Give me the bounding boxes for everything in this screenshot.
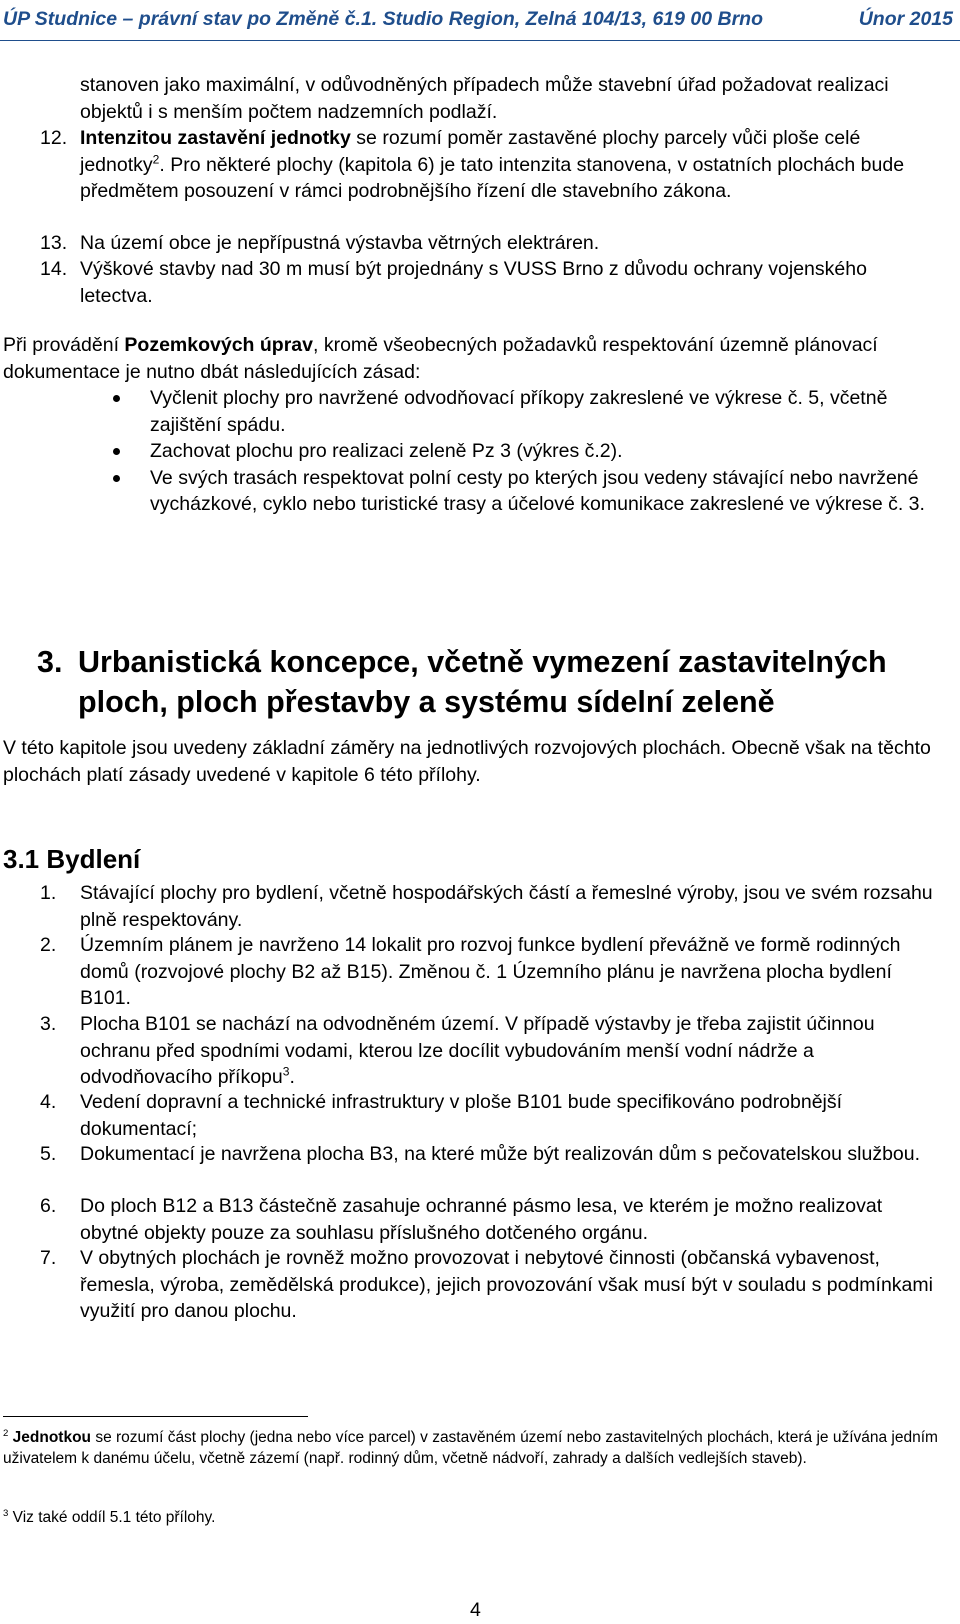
bullet-icon <box>113 475 120 482</box>
bullet-icon <box>113 448 120 455</box>
list-item-12: 12. Intenzitou zastavění jednotky se rozumí poměr zastavěné plochy parcely vůči ploše celé jednotky$^2$. Pro některé plochy (kapitola 6) je tato intenzita stanovena, v ostatních plochách bude předmětem posouzení v rámci podrobnějšího řízení dle stavebního zákona. <box>40 127 905 202</box>
list-number: 2. <box>40 934 57 956</box>
footnote-mark: 2 <box>3 1427 9 1439</box>
item-11-continuation: stanoven jako maximální, v odůvodněných případech může stavební úřad požadovat realizaci objektů i s menším počtem nadzemních podlaží. <box>80 74 889 123</box>
pozemkove-bullet-list <box>150 385 936 518</box>
list-number: 14. <box>40 258 68 280</box>
list-item-13: 13. Na území obce je nepřípustná výstavba větrných elektráren. <box>80 230 936 257</box>
footnote-separator <box>3 1416 308 1417</box>
section-title: Urbanistická koncepce, včetně vymezení zastavitelných ploch, ploch přestavby a systému sídelní zeleně <box>78 645 887 719</box>
list-number: 6. <box>40 1195 57 1217</box>
list-number: 7. <box>40 1247 57 1269</box>
footnote-3: $^3$ Viz také oddíl 5.1 této přílohy. <box>3 1507 216 1526</box>
bydleni-item-5: 5. Dokumentací je navržena plocha B3, na které může být realizován dům s pečovatelskou službou. <box>80 1141 936 1168</box>
section-3-intro: V této kapitole jsou uvedeny základní záměry na jednotlivých rozvojových plochách. Obecně však na těchto plochách platí zásady uvedené v kapitole 6 této přílohy. <box>3 737 931 786</box>
page-number: 4 <box>470 1599 481 1621</box>
list-number: 4. <box>40 1091 57 1113</box>
bullet-item: Vyčlenit plochy pro navržené odvodňovací příkopy zakreslené ve výkrese č. 5, včetně zajištění spádu. <box>150 385 936 438</box>
term-jednotka: Jednotkou <box>12 1429 92 1446</box>
list-number: 5. <box>40 1143 57 1165</box>
bydleni-item-1: 1. Stávající plochy pro bydlení, včetně hospodářských částí a řemeslné výroby, jsou ve svém rozsahu plně respektovány. <box>40 882 933 931</box>
section-number: 3. <box>37 645 63 679</box>
term-pozemkove-upravy: Pozemkových úprav <box>124 334 313 356</box>
list-number: 13. <box>40 232 68 254</box>
bullet-icon <box>113 395 120 402</box>
bydleni-item-2: 2. Územním plánem je navrženo 14 lokalit pro rozvoj funkce bydlení převážně ve formě rodinných domů (rozvojové plochy B2 až B15). Změnou č. 1 Územního plánu je navržena plocha bydlení B101. <box>40 934 901 1009</box>
list-number: 12. <box>40 127 68 149</box>
bydleni-item-6: 6. Do ploch B12 a B13 částečně zasahuje ochranné pásmo lesa, ve kterém je možno realizovat obytné objekty pouze za souhlasu příslušného dotčeného orgánu. <box>40 1195 883 1244</box>
page-header <box>0 0 960 41</box>
header-document-title: ÚP Studnice – právní stav po Změně č.1. Studio Region, Zelná 104/13, 619 00 Brno <box>3 8 764 30</box>
header-date: Únor 2015 <box>858 8 953 30</box>
list-number: 3. <box>40 1013 57 1035</box>
footnote-2: $^2$ Jednotkou se rozumí část plochy (jedna nebo více parcel) v zastavěném území nebo zastavitelných plochách, která je užívána jedním uživatelem k danému účelu, včetně zázemí (např. rodinný dům, včetně nádvoří, zahrady a dalších vedlejších staveb). <box>3 1427 938 1467</box>
pozemkove-upravy-paragraph: Při provádění Pozemkových úprav, kromě všeobecných požadavků respektování územně plánovací dokumentace je nutno dbát následujících zásad: <box>3 334 878 383</box>
term-intenzita: Intenzitou zastavění jednotky <box>80 127 351 149</box>
footnote-ref-3: 3 <box>282 1064 290 1079</box>
list-number: 1. <box>40 882 57 904</box>
bydleni-item-7: 7. V obytných plochách je rovněž možno provozovat i nebytové činnosti (občanská vybavenost, řemesla, výroba, zemědělská produkce), jejich provozování však musí být v souladu s podmínkami využití pro danou plochu. <box>40 1247 933 1322</box>
bydleni-item-4: 4. Vedení dopravní a technické infrastruktury v ploše B101 bude specifikováno podrobnější dokumentací; <box>40 1091 843 1140</box>
bullet-item: Ve svých trasách respektovat polní cesty po kterých jsou vedeny stávající nebo navržené vycházkové, cyklo nebo turistické trasy a účelové komunikace zakreslené ve výkrese č. 3. <box>150 465 936 518</box>
footnote-ref-2: 2 <box>152 152 160 166</box>
list-item-14: 14. Výškové stavby nad 30 m musí být projednány s VUSS Brno z důvodu ochrany vojenského letectva. <box>40 258 867 307</box>
section-3-1-heading: 3.1 Bydlení <box>3 844 141 874</box>
bydleni-item-3: 3. Plocha B101 se nachází na odvodněném území. V případě výstavby je třeba zajistit účinnou ochranu před spodními vodami, kterou lze docílit vybudováním menší vodní nádrže a odvodňovacího příkopu$^3$. <box>40 1013 875 1088</box>
bullet-item: Zachovat plochu pro realizaci zeleně Pz 3 (výkres č.2). <box>150 438 936 465</box>
footnote-mark: 3 <box>3 1507 9 1519</box>
